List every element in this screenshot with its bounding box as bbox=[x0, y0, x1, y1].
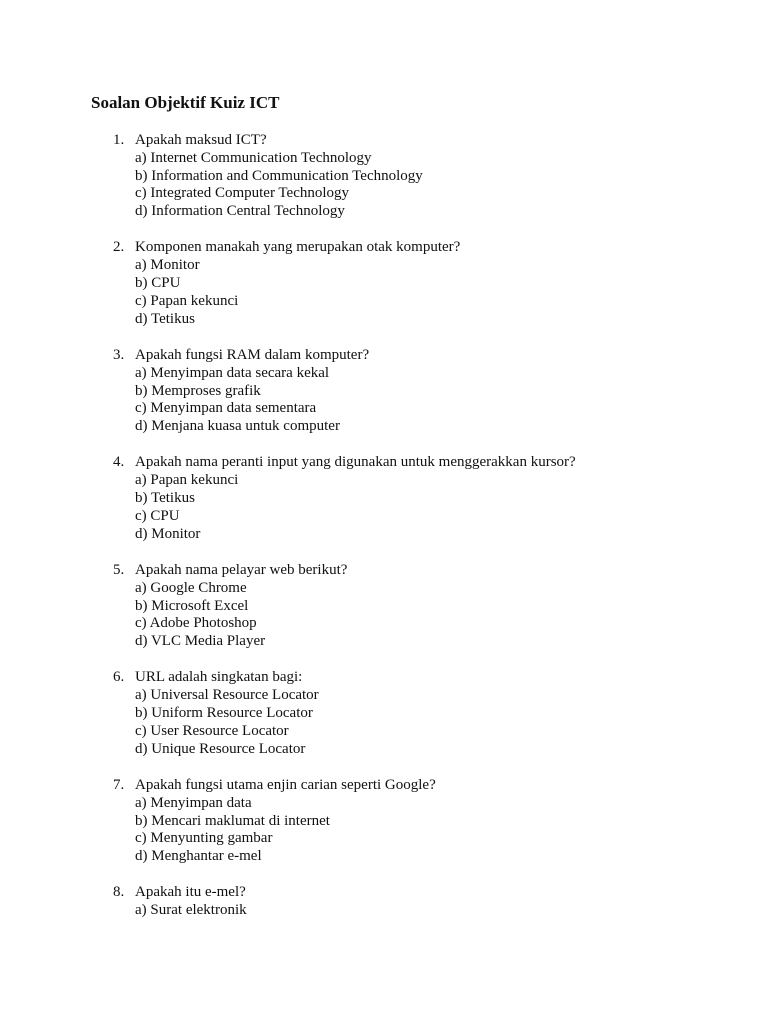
question-3 bbox=[91, 347, 768, 436]
option-list bbox=[135, 150, 768, 221]
option-list bbox=[135, 365, 768, 436]
option-a: a) Menyimpan data bbox=[135, 794, 252, 811]
question-number: 5. bbox=[113, 561, 125, 578]
option-c: c) Adobe Photoshop bbox=[135, 615, 257, 632]
option-list bbox=[135, 472, 768, 543]
option-a: a) Papan kekunci bbox=[135, 472, 239, 489]
question-text: URL adalah singkatan bagi: bbox=[135, 669, 303, 686]
question-4 bbox=[91, 454, 768, 543]
option-d: d) Unique Resource Locator bbox=[135, 740, 306, 757]
option-c: c) Menyunting gambar bbox=[135, 830, 273, 847]
option-a: a) Surat elektronik bbox=[135, 902, 247, 919]
option-c: c) CPU bbox=[135, 507, 180, 524]
option-list bbox=[135, 902, 768, 920]
option-b: b) Uniform Resource Locator bbox=[135, 705, 313, 722]
option-a: a) Universal Resource Locator bbox=[135, 687, 319, 704]
question-number: 4. bbox=[113, 454, 125, 471]
question-1 bbox=[91, 132, 768, 221]
option-a: a) Internet Communication Technology bbox=[135, 149, 372, 166]
question-number: 1. bbox=[113, 132, 125, 148]
option-b: b) Tetikus bbox=[135, 490, 195, 507]
option-list bbox=[135, 257, 768, 328]
option-d: d) Tetikus bbox=[135, 310, 195, 327]
question-text: Apakah fungsi utama enjin carian seperti Google? bbox=[135, 776, 436, 793]
question-text: Apakah nama peranti input yang digunakan untuk menggerakkan kursor? bbox=[135, 454, 576, 471]
question-text: Apakah fungsi RAM dalam komputer? bbox=[135, 346, 370, 363]
question-list bbox=[91, 132, 768, 920]
question-number: 2. bbox=[113, 239, 125, 256]
option-d: d) Information Central Technology bbox=[135, 203, 345, 220]
question-text: Apakah nama pelayar web berikut? bbox=[135, 561, 348, 578]
option-d: d) Monitor bbox=[135, 525, 201, 542]
option-c: c) User Resource Locator bbox=[135, 722, 289, 739]
option-b: b) Memproses grafik bbox=[135, 382, 261, 399]
option-list bbox=[135, 687, 768, 758]
option-b: b) Microsoft Excel bbox=[135, 597, 249, 614]
question-5 bbox=[91, 562, 768, 651]
question-number: 3. bbox=[113, 346, 125, 363]
option-c: c) Menyimpan data sementara bbox=[135, 400, 317, 417]
option-d: d) Menghantar e-mel bbox=[135, 848, 262, 865]
option-c: c) Integrated Computer Technology bbox=[135, 185, 350, 202]
question-number: 8. bbox=[113, 884, 125, 901]
question-2 bbox=[91, 239, 768, 328]
question-6 bbox=[91, 669, 768, 758]
document-title: Soalan Objektif Kuiz ICT bbox=[91, 93, 280, 112]
option-a: a) Google Chrome bbox=[135, 579, 247, 596]
question-text: Komponen manakah yang merupakan otak komputer? bbox=[135, 239, 461, 256]
question-text: Apakah maksud ICT? bbox=[135, 132, 267, 148]
option-b: b) CPU bbox=[135, 275, 181, 292]
question-8 bbox=[91, 884, 768, 920]
question-number: 7. bbox=[113, 776, 125, 793]
option-list bbox=[135, 795, 768, 866]
option-a: a) Monitor bbox=[135, 257, 200, 274]
question-number: 6. bbox=[113, 669, 125, 686]
question-text: Apakah itu e-mel? bbox=[135, 884, 246, 901]
option-c: c) Papan kekunci bbox=[135, 292, 239, 309]
option-list bbox=[135, 580, 768, 651]
option-d: d) VLC Media Player bbox=[135, 633, 266, 650]
option-b: b) Mencari maklumat di internet bbox=[135, 812, 330, 829]
option-d: d) Menjana kuasa untuk computer bbox=[135, 418, 340, 435]
option-a: a) Menyimpan data secara kekal bbox=[135, 364, 330, 381]
option-b: b) Information and Communication Technology bbox=[135, 167, 423, 184]
question-7 bbox=[91, 777, 768, 866]
